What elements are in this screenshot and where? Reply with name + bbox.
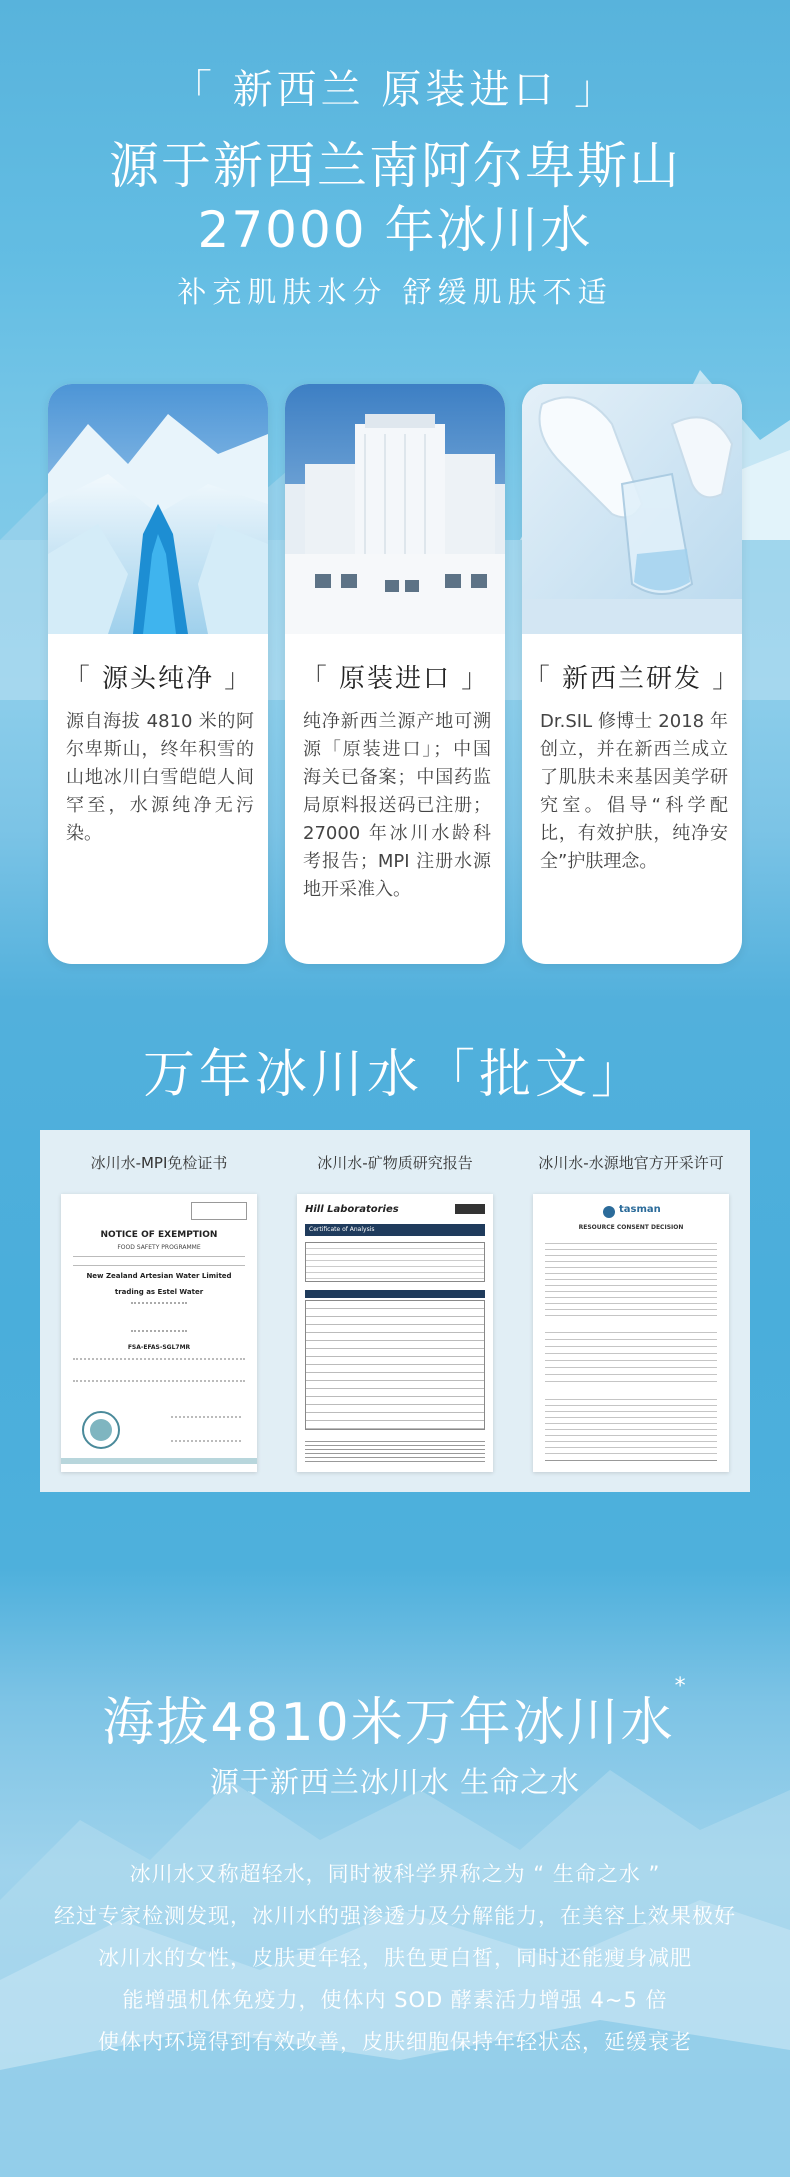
glacier-ice-photo [48,384,268,634]
mpi-exemption-certificate [61,1194,257,1472]
feature-card-nz-research [522,384,742,964]
cert-reference: FSA-EFAS-SGL7MR [127,1344,191,1351]
tasman-logo: tasman [603,1202,663,1220]
cert-subheading: FOOD SAFETY PROGRAMME [117,1244,201,1251]
certificates-panel [40,1130,750,1492]
nz-government-logo [191,1202,247,1220]
certification-seal-icon [81,1410,121,1450]
resource-consent-permit [533,1194,729,1472]
report-title-bar: Certificate of Analysis [305,1224,485,1236]
laboratory-beaker-photo [522,384,742,634]
card-text: Dr.SIL 修博士 2018 年创立，并在新西兰成立了肌肤未来基因美学研究室。倡导“科学配比，有效护肤，纯净安全”护肤理念。 [540,711,728,872]
factory-building-photo [285,384,505,634]
origin-tag: 「 新西兰 原装进口 」 [171,67,619,113]
footnote-asterisk: * [674,1674,688,1699]
card-text: 源自海拔 4810 米的阿尔卑斯山，终年积雪的山地冰川白雪皑皑人间罕至，水源纯净无污染。 [66,711,254,844]
altitude-section-title: 海拔4810米万年冰川水* [102,1674,688,1753]
cert-label: 冰川水-水源地官方开采许可 [538,1154,724,1172]
card-title: 「 原装进口 」 [300,664,490,694]
report-info-table [305,1242,485,1282]
benefit-paragraph: 经过专家检测发现，冰川水的强渗透力及分解能力，在美容上效果极好 [54,1904,736,1928]
lab-logo-text: Hill Laboratories [305,1204,399,1215]
cert-label: 冰川水-矿物质研究报告 [317,1154,473,1172]
card-title: 「 源头纯净 」 [63,664,253,694]
benefit-paragraph: 冰川水的女性，皮肤更年轻，肤色更白皙，同时还能瘦身减肥 [98,1946,692,1970]
benefit-paragraph: 能增强机体免疫力，使体内 SOD 酵素活力增强 4~5 倍 [122,1988,668,2012]
cert-label: 冰川水-MPI免检证书 [90,1154,228,1172]
cert-company: New Zealand Artesian Water Limited [86,1272,232,1280]
cert-trading-name: trading as Estel Water [114,1288,204,1296]
headline-line1: 源于新西兰南阿尔卑斯山 [109,137,681,195]
card-text: 纯净新西兰源产地可溯源「原装进口」；中国海关已备案；中国药监局原料报送码已注册；27000 年冰川水龄科考报告；MPI 注册水源地开采准入。 [303,711,491,900]
headline-subtitle: 补充肌肤水分 舒缓肌肤不适 [177,275,613,309]
altitude-section-subtitle: 源于新西兰冰川水 生命之水 [209,1765,581,1799]
benefit-paragraph: 冰川水又称超轻水，同时被科学界称之为 “ 生命之水 ” [129,1862,661,1886]
feature-card-original-import [285,384,505,964]
cert-heading: NOTICE OF EXEMPTION [100,1230,218,1240]
certificates-section-title: 万年冰川水「批文」 [142,1045,647,1105]
hill-laboratories-report [297,1194,493,1472]
feature-card-source-purity [48,384,268,964]
card-title: 「 新西兰研发 」 [523,664,741,694]
report-data-table [305,1300,485,1430]
benefit-paragraph: 使体内环境得到有效改善，皮肤细胞保持年轻状态，延缓衰老 [98,2030,692,2054]
permit-heading: RESOURCE CONSENT DECISION [578,1224,684,1231]
headline-line2: 27000 年冰川水 [197,201,593,259]
